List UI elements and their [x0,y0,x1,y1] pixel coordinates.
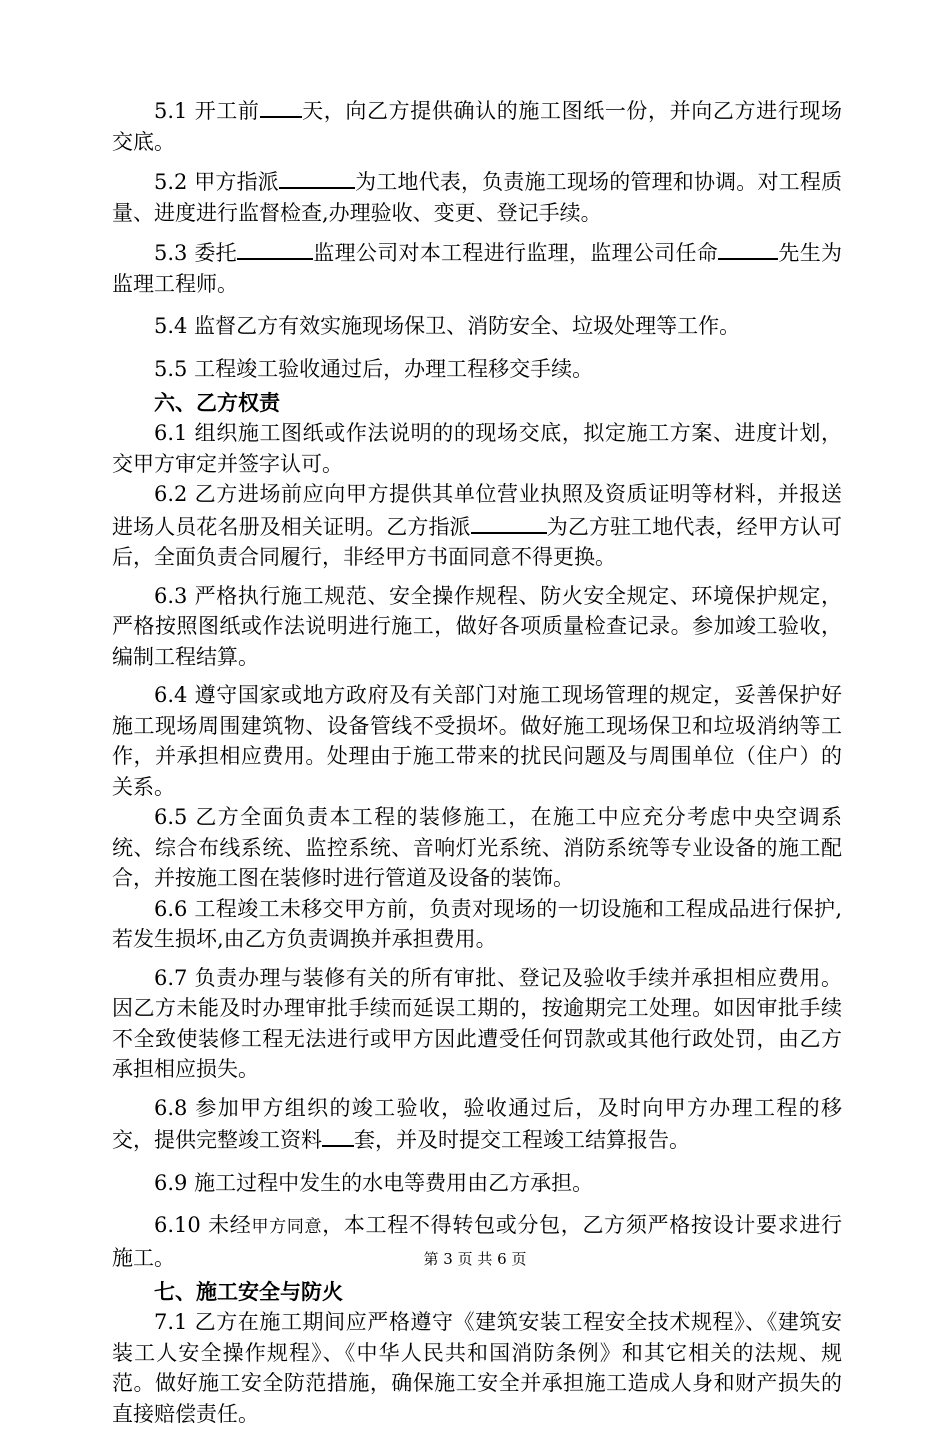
clause-text: 为乙方驻工地代表，经甲方认可后，全面负责合同履行，非经甲方书面同意不得更换。 [112,514,843,569]
clause-text: 5.3 委托 [154,241,237,265]
clause-6-2 [112,479,842,573]
clause-6-5: 6.5 乙方全面负责本工程的装修施工，在施工中应充分考虑中央空调系统、综合布线系统、监控系统、音响灯光系统、消防系统等专业设备的施工配合，并按施工图在装修时进行管道及设备的装饰。 [112,805,842,890]
clause-text: 6.10 未经 [154,1213,252,1237]
fill-blank [279,165,355,189]
clause-6-9: 6.9 施工过程中发生的水电等费用由乙方承担。 [154,1170,594,1195]
section-heading-7: 七、施工安全与防火 [154,1280,343,1304]
clause-5-2 [112,165,842,228]
section-heading-6: 六、乙方权责 [154,391,280,415]
clause-5-4: 5.4 监督乙方有效实施现场保卫、消防安全、垃圾处理等工作。 [154,314,741,338]
page-number-footer: 第 3 页 共 6 页 [423,1250,527,1268]
clause-text: 5.1 开工前 [154,99,260,123]
fill-blank [718,236,778,260]
clause-text: 为工地代表，负责施工现场的管理和协调。对工程质量、进度进行监督检查,办理验收、变更、登记手续。 [112,170,842,225]
fill-blank [322,1123,354,1147]
clause-5-1 [112,94,842,157]
clause-text: ，本工程不得转包或分包，乙方须严格按设计要求进行施工。 [112,1213,843,1270]
fill-blank [260,94,302,118]
clause-text: 甲方同意 [251,1217,323,1237]
clause-6-6: 6.6 工程竣工未移交甲方前，负责对现场的一切设施和工程成品进行保护,若发生损坏,由乙方负责调换并承担费用。 [112,896,842,951]
clause-text: 天，向乙方提供确认的施工图纸一份，并向乙方进行现场交底。 [112,99,842,154]
clause-6-1: 6.1 组织施工图纸或作法说明的的现场交底，拟定施工方案、进度计划，交甲方审定并签字认可。 [112,421,842,476]
clause-6-8 [112,1093,842,1156]
clause-7-1: 7.1 乙方在施工期间应严格遵守《建筑安装工程安全技术规程》、《建筑安装工人安全操作规程》、《中华人民共和国消防条例》和其它相关的法规、规范。做好施工安全防范措施，确保施工安全并承担施工造成人身和财产损失的直接赔偿责任。 [112,1310,842,1426]
clause-text: 套，并及时提交工程竣工结算报告。 [354,1128,690,1152]
clause-6-3: 6.3 严格执行施工规范、安全操作规程、防火安全规定、环境保护规定，严格按照图纸或作法说明进行施工，做好各项质量检查记录。参加竣工验收，编制工程结算。 [112,583,842,669]
clause-5-3 [112,236,842,299]
clause-text: 先生为监理工程师。 [112,241,843,296]
clause-text: 6.2 乙方进场前应向甲方提供其单位营业执照及资质证明等材料，并报送进场人员花名册及相关证明。乙方指派 [112,482,842,539]
clause-6-7: 6.7 负责办理与装修有关的所有审批、登记及验收手续并承担相应费用。因乙方未能及时办理审批手续而延误工期的，按逾期完工处理。如因审批手续不全致使装修工程无法进行或甲方因此遭受任何罚款或其他行政处罚，由乙方承担相应损失。 [112,965,842,1081]
clause-6-4: 6.4 遵守国家或地方政府及有关部门对施工现场管理的规定，妥善保护好施工现场周围建筑物、设备管线不受损坏。做好施工现场保卫和垃圾消纳等工作，并承担相应费用。处理由于施工带来的扰民问题及与周围单位（住户）的关系。 [112,683,842,799]
fill-blank [471,510,547,534]
document-body [112,94,842,1429]
fill-blank [237,236,313,260]
clause-5-5: 5.5 工程竣工验收通过后，办理工程移交手续。 [154,356,594,381]
clause-text: 监理公司对本工程进行监理，监理公司任命 [313,241,719,265]
clause-text: 6.8 参加甲方组织的竣工验收，验收通过后，及时向甲方办理工程的移交，提供完整竣工资料 [112,1095,842,1152]
clause-text: 5.2 甲方指派 [154,170,279,194]
